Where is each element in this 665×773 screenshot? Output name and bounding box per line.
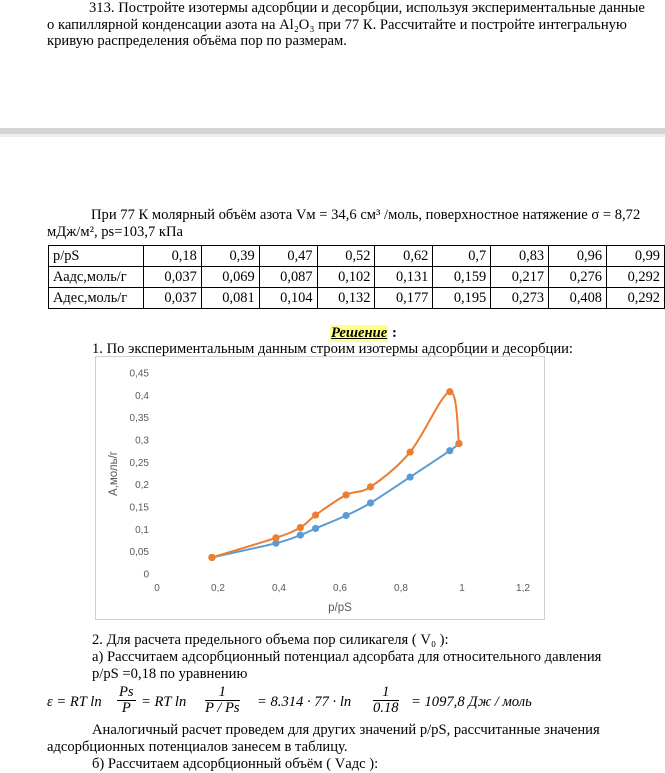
formula-result: = 1097,8 Дж / моль: [411, 694, 532, 710]
table-cell: 0,7: [433, 246, 491, 267]
x-tick-label: 0,6: [333, 583, 347, 594]
formula-mid-1: = RT ln: [141, 694, 187, 710]
data-point: [312, 511, 319, 518]
y-tick-label: 0,15: [129, 502, 149, 514]
x-tick-label: 0: [154, 583, 160, 594]
y-tick-label: 0,25: [129, 457, 149, 469]
y-tick-label: 0,35: [129, 413, 149, 425]
y-tick-label: 0: [143, 569, 149, 581]
table-row: [49, 288, 665, 309]
y-tick-label: 0,05: [129, 547, 149, 559]
formula-fraction-2: [205, 685, 240, 716]
table-cell: 0,83: [491, 246, 549, 267]
table-row-label: Адес,моль/г: [49, 288, 144, 309]
x-tick-label: 0,8: [394, 583, 408, 594]
table-cell: 0,47: [259, 246, 317, 267]
data-point: [407, 448, 414, 455]
formula-frac1-den: P: [121, 700, 131, 716]
given-conditions: При 77 К молярный объём азота Vм = 34,6 см³ /моль, поверхностное натяжение σ = 8,72 мДж/м², ps=103,7 кПа: [47, 207, 641, 240]
y-axis-label: А,моль/г: [108, 450, 120, 497]
page-separator-shadow: [0, 134, 665, 137]
table-cell: 0,217: [491, 267, 549, 288]
table-cell: 0,195: [433, 288, 491, 309]
table-cell: 0,087: [259, 267, 317, 288]
table-cell: 0,132: [317, 288, 375, 309]
formula-mid-2: = 8.314 · 77 · ln: [257, 694, 352, 710]
table-cell: 0,52: [317, 246, 375, 267]
step-2a-line-2: p/pS =0,18 по уравнению: [92, 666, 248, 682]
data-point: [297, 532, 304, 539]
data-point: [367, 499, 374, 506]
data-point: [446, 388, 453, 395]
table-row: [49, 267, 665, 288]
problem-statement: 313. Постройте изотермы адсорбции и десорбции, используя экспериментальные данные о капиллярной конденсации азота на Al₂O₃ при 77 К. Рассчитайте и постройте интегральную кривую распределения объёма пор по размерам.: [47, 0, 645, 49]
formula-fraction-3: [373, 685, 399, 716]
y-tick-label: 0,4: [135, 390, 149, 402]
table-cell: 0,39: [201, 246, 259, 267]
data-point: [343, 512, 350, 519]
table-cell: 0,159: [433, 267, 491, 288]
formula-frac3-num: 1: [373, 685, 399, 701]
table-cell: 0,131: [375, 267, 433, 288]
table-cell: 0,62: [375, 246, 433, 267]
y-tick-label: 0,3: [135, 435, 149, 447]
table-cell: 0,037: [143, 288, 201, 309]
table-cell: 0,99: [607, 246, 665, 267]
table-cell: 0,292: [607, 288, 665, 309]
experimental-data-table: [48, 245, 665, 309]
series-line-1: [212, 392, 459, 558]
data-point: [208, 554, 215, 561]
x-tick-label: 1: [459, 583, 465, 594]
table-cell: 0,037: [143, 267, 201, 288]
data-point: [367, 483, 374, 490]
formula-lhs: ε = RT ln: [47, 694, 102, 710]
table-cell: 0,177: [375, 288, 433, 309]
x-tick-label: 0,4: [272, 583, 286, 594]
table-cell: 0,069: [201, 267, 259, 288]
after-text-line-1: Аналогичный расчет проведем для других значений p/pS, рассчитанные значения: [92, 722, 600, 738]
table-cell: 0,292: [607, 267, 665, 288]
table-cell: 0,96: [549, 246, 607, 267]
table-cell: 0,104: [259, 288, 317, 309]
table-cell: 0,408: [549, 288, 607, 309]
formula-fraction-1: [117, 685, 136, 716]
table-row-label: p/pS: [49, 246, 144, 267]
table-cell: 0,276: [549, 267, 607, 288]
step-2a-line-1: а) Рассчитаем адсорбционный потенциал адсорбата для относительного давления: [92, 649, 602, 665]
x-axis-label: p/pS: [328, 602, 352, 614]
formula-frac2-den: P / Ps: [205, 700, 240, 716]
after-text-line-2: адсорбционных потенциалов занесем в таблицу.: [47, 739, 348, 755]
formula-frac1-num: Ps: [119, 684, 134, 700]
data-point: [446, 447, 453, 454]
table-cell: 0,273: [491, 288, 549, 309]
data-point: [297, 524, 304, 531]
data-point: [272, 534, 279, 541]
potential-formula: [47, 685, 647, 719]
y-tick-label: 0,2: [135, 480, 149, 492]
table-cell: 0,18: [143, 246, 201, 267]
solution-title: Решение: [331, 325, 388, 341]
x-tick-label: 0,2: [211, 583, 225, 594]
chart-frame: [96, 357, 545, 620]
table-cell: 0,102: [317, 267, 375, 288]
formula-frac3-den: 0.18: [373, 700, 399, 716]
formula-frac2-num: 1: [205, 685, 240, 701]
step-2-text: 2. Для расчета предельного объема пор силикагеля ( V₀ ):: [92, 632, 449, 648]
table-row: [49, 246, 665, 267]
y-tick-label: 0,1: [135, 524, 149, 536]
data-point: [407, 473, 414, 480]
x-tick-label: 1,2: [516, 583, 530, 594]
y-tick-label: 0,45: [129, 368, 149, 380]
table-row-label: Аадс,моль/г: [49, 267, 144, 288]
data-point: [343, 491, 350, 498]
data-point: [455, 440, 462, 447]
cut-off-line: б) Рассчитаем адсорбционный объём ( Vадс ):: [92, 756, 379, 772]
step-1-text: 1. По экспериментальным данным строим изотермы адсорбции и десорбции:: [92, 341, 573, 357]
solution-colon: :: [392, 325, 397, 341]
table-cell: 0,081: [201, 288, 259, 309]
data-point: [312, 525, 319, 532]
isotherm-chart: [95, 356, 545, 620]
